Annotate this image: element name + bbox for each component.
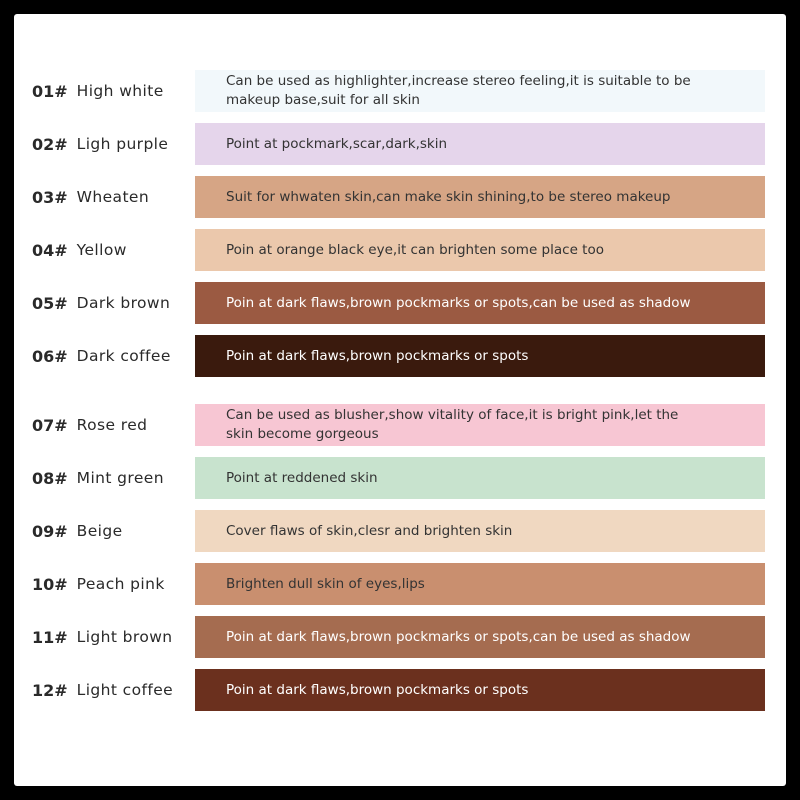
shade-name: High white bbox=[76, 82, 164, 100]
shade-description bbox=[226, 188, 670, 207]
shade-code: 01# bbox=[32, 81, 68, 101]
shade-color-bar bbox=[195, 510, 765, 552]
shade-label bbox=[0, 282, 195, 324]
shade-row bbox=[0, 510, 800, 552]
shade-code: 10# bbox=[32, 574, 68, 594]
shade-code: 08# bbox=[32, 468, 68, 488]
shade-label bbox=[0, 404, 195, 446]
shade-color-bar bbox=[195, 176, 765, 218]
description-line: Can be used as highlighter,increase stereo feeling,it is suitable to be bbox=[226, 73, 691, 89]
shade-color-bar bbox=[195, 282, 765, 324]
description-line: Poin at dark flaws,brown pockmarks or spots,can be used as shadow bbox=[226, 628, 691, 645]
description-line: Poin at dark flaws,brown pockmarks or spots bbox=[226, 347, 529, 364]
shade-description bbox=[226, 522, 512, 541]
shade-name: Light coffee bbox=[76, 681, 174, 699]
shade-name: Light brown bbox=[76, 628, 173, 646]
shade-name: Mint green bbox=[76, 469, 164, 487]
shade-label bbox=[0, 229, 195, 271]
shade-color-bar bbox=[195, 616, 765, 658]
shade-label bbox=[0, 457, 195, 499]
shade-row bbox=[0, 229, 800, 271]
shade-row bbox=[0, 457, 800, 499]
shade-description bbox=[226, 241, 604, 260]
shade-label bbox=[0, 616, 195, 658]
description-line: Poin at dark flaws,brown pockmarks or spots,can be used as shadow bbox=[226, 294, 691, 311]
shade-description bbox=[226, 628, 691, 647]
shade-row bbox=[0, 404, 800, 446]
description-line: Poin at dark flaws,brown pockmarks or spots bbox=[226, 681, 529, 698]
shade-code: 09# bbox=[32, 521, 68, 541]
description-line: makeup base,suit for all skin bbox=[226, 92, 420, 108]
shade-list bbox=[0, 70, 800, 738]
shade-label bbox=[0, 669, 195, 711]
shade-code: 02# bbox=[32, 134, 68, 154]
shade-label bbox=[0, 176, 195, 218]
shade-description bbox=[226, 347, 528, 366]
shade-code: 11# bbox=[32, 627, 68, 647]
description-line: Cover flaws of skin,clesr and brighten skin bbox=[226, 522, 513, 539]
shade-description bbox=[226, 681, 528, 700]
shade-name: Wheaten bbox=[76, 188, 150, 206]
shade-color-bar bbox=[195, 669, 765, 711]
shade-description bbox=[226, 294, 691, 313]
shade-label bbox=[0, 70, 195, 112]
description-line: skin become gorgeous bbox=[226, 426, 379, 442]
shade-row bbox=[0, 282, 800, 324]
shade-label bbox=[0, 510, 195, 552]
shade-code: 03# bbox=[32, 187, 68, 207]
shade-description bbox=[226, 406, 678, 444]
shade-name: Rose red bbox=[76, 416, 148, 434]
description-line: Point at reddened skin bbox=[226, 469, 378, 486]
shade-row bbox=[0, 70, 800, 112]
shade-name: Dark brown bbox=[76, 294, 171, 312]
shade-code: 06# bbox=[32, 346, 68, 366]
shade-color-bar bbox=[195, 457, 765, 499]
description-line: Poin at orange black eye,it can brighten some place too bbox=[226, 241, 604, 258]
shade-color-bar bbox=[195, 563, 765, 605]
shade-name: Ligh purple bbox=[76, 135, 169, 153]
shade-label bbox=[0, 335, 195, 377]
shade-code: 04# bbox=[32, 240, 68, 260]
shade-description bbox=[226, 72, 691, 110]
description-line: Brighten dull skin of eyes,lips bbox=[226, 575, 425, 592]
shade-code: 07# bbox=[32, 415, 68, 435]
shade-color-bar bbox=[195, 404, 765, 446]
shade-color-bar bbox=[195, 229, 765, 271]
shade-name: Dark coffee bbox=[76, 347, 171, 365]
description-line: Point at pockmark,scar,dark,skin bbox=[226, 135, 448, 152]
description-line: Can be used as blusher,show vitality of face,it is bright pink,let the bbox=[226, 407, 679, 423]
shade-row bbox=[0, 176, 800, 218]
shade-name: Peach pink bbox=[76, 575, 165, 593]
shade-row bbox=[0, 669, 800, 711]
shade-code: 05# bbox=[32, 293, 68, 313]
shade-label bbox=[0, 123, 195, 165]
shade-description bbox=[226, 575, 425, 594]
shade-name: Beige bbox=[76, 522, 123, 540]
shade-color-bar bbox=[195, 335, 765, 377]
shade-row bbox=[0, 616, 800, 658]
shade-group bbox=[0, 70, 800, 377]
shade-description bbox=[226, 469, 378, 488]
shade-group bbox=[0, 404, 800, 711]
shade-label bbox=[0, 563, 195, 605]
shade-row bbox=[0, 123, 800, 165]
shade-row bbox=[0, 563, 800, 605]
shade-name: Yellow bbox=[76, 241, 127, 259]
shade-description bbox=[226, 135, 447, 154]
shade-color-bar bbox=[195, 123, 765, 165]
shade-color-bar bbox=[195, 70, 765, 112]
description-line: Suit for whwaten skin,can make skin shining,to be stereo makeup bbox=[226, 188, 671, 205]
shade-code: 12# bbox=[32, 680, 68, 700]
shade-row bbox=[0, 335, 800, 377]
